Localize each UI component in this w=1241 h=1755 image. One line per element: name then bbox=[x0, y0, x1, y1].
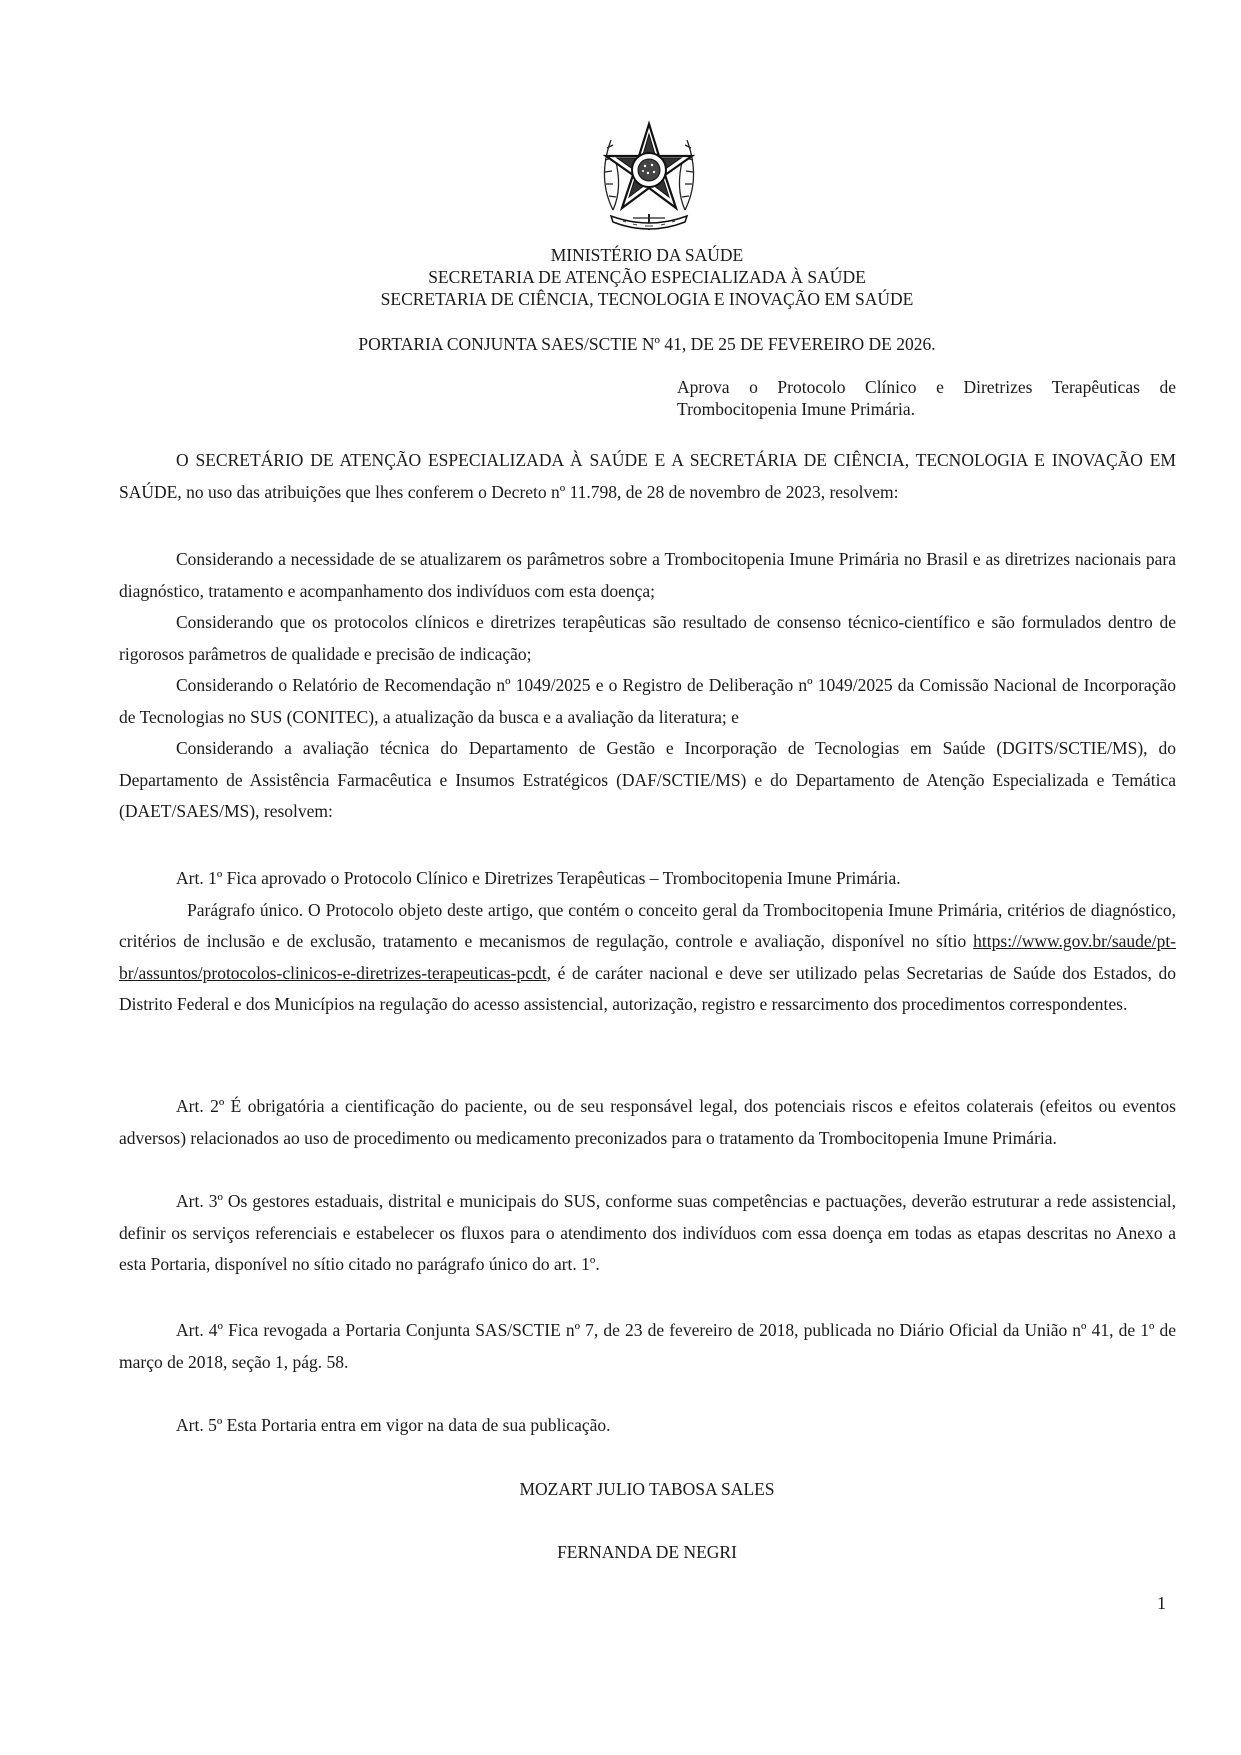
article-1 bbox=[119, 863, 1176, 1021]
signature-secretary-saes: MOZART JULIO TABOSA SALES bbox=[519, 1479, 775, 1499]
considerandos bbox=[119, 544, 1176, 828]
article-1-paragrafo-unico bbox=[119, 895, 1176, 1021]
header bbox=[0, 244, 1241, 310]
article-1-text: Art. 1º Fica aprovado o Protocolo Clínico e Diretrizes Terapêuticas – Trombocitopenia Imune Primária. bbox=[176, 868, 901, 888]
considerando-3: Considerando o Relatório de Recomendação nº 1049/2025 e o Registro de Deliberação nº 1049/2025 da Comissão Nacional de Incorporação de Tecnologias no SUS (CONITEC), a atualização da busca e a avaliação da literatura; e bbox=[119, 675, 1176, 727]
signature-secretary-sctie: FERNANDA DE NEGRI bbox=[557, 1542, 737, 1562]
preamble-text: O SECRETÁRIO DE ATENÇÃO ESPECIALIZADA À SAÚDE E A SECRETÁRIA DE CIÊNCIA, TECNOLOGIA E INOVAÇÃO EM SAÚDE, no uso das atribuições que lhes conferem o Decreto nº 11.798, de 28 de novembro de 2023, resolvem: bbox=[119, 450, 1176, 502]
portaria-title: PORTARIA CONJUNTA SAES/SCTIE Nº 41, DE 25 DE FEVEREIRO DE 2026. bbox=[358, 334, 936, 354]
article-2 bbox=[119, 1091, 1176, 1154]
secretariat-saes-line: SECRETARIA DE ATENÇÃO ESPECIALIZADA À SAÚDE bbox=[428, 267, 866, 287]
preamble bbox=[119, 445, 1176, 508]
article-5-text: Art. 5º Esta Portaria entra em vigor na data de sua publicação. bbox=[176, 1415, 611, 1435]
considerando-1: Considerando a necessidade de se atualizarem os parâmetros sobre a Trombocitopenia Imune Primária no Brasil e as diretrizes nacionais para diagnóstico, tratamento e acompanhamento dos indivíduos com esta doença; bbox=[119, 549, 1176, 601]
considerando-2: Considerando que os protocolos clínicos e diretrizes terapêuticas são resultado de consenso técnico-científico e são formulados dentro de rigorosos parâmetros de qualidade e precisão de indicação; bbox=[119, 612, 1176, 664]
brazil-coat-of-arms-icon bbox=[593, 118, 705, 234]
article-3-text: Art. 3º Os gestores estaduais, distrital e municipais do SUS, conforme suas competências e pactuações, deverão estruturar a rede assistencial, definir os serviços referenciais e estabelecer os fluxos para o atendimento dos indivíduos com essa doença em todas as etapas descritas no Anexo a esta Portaria, disponível no sítio citado no parágrafo único do art. 1º. bbox=[119, 1191, 1176, 1274]
paragrafo-text-after: , é de caráter nacional e deve ser utilizado pelas Secretarias de Saúde dos Estados, do Distrito Federal e dos Municípios na regulação do acesso assistencial, autorização, registro e ressarcimento dos procedimentos correspondentes. bbox=[119, 962, 1176, 1014]
paragrafo-text-before: Parágrafo único. O Protocolo objeto deste artigo, que contém o conceito geral da Trombocitopenia Imune Primária, critérios de diagnóstico, critérios de inclusão e de exclusão, tratamento e mecanismos de regulação, controle e avaliação, disponível no sítio bbox=[119, 899, 1176, 951]
secretariat-sctie-line: SECRETARIA DE CIÊNCIA, TECNOLOGIA E INOVAÇÃO EM SAÚDE bbox=[380, 289, 914, 309]
article-2-text: Art. 2º É obrigatória a cientificação do paciente, ou de seu responsável legal, dos potenciais riscos e efeitos colaterais (efeitos ou eventos adversos) relacionados ao uso de procedimento ou medicamento preconizados para o tratamento da Trombocitopenia Imune Primária. bbox=[119, 1096, 1176, 1148]
article-5 bbox=[119, 1410, 1176, 1442]
page-number: 1 bbox=[1157, 1593, 1166, 1613]
ementa: Aprova o Protocolo Clínico e Diretrizes Terapêuticas de Trombocitopenia Imune Primária. bbox=[677, 377, 1176, 419]
considerando-4: Considerando a avaliação técnica do Departamento de Gestão e Incorporação de Tecnologias em Saúde (DGITS/SCTIE/MS), do Departamento de Assistência Farmacêutica e Insumos Estratégicos (DAF/SCTIE/MS) e do Departamento de Atenção Especializada e Temática (DAET/SAES/MS), resolvem: bbox=[119, 738, 1176, 821]
article-4 bbox=[119, 1315, 1176, 1378]
article-4-text: Art. 4º Fica revogada a Portaria Conjunta SAS/SCTIE nº 7, de 23 de fevereiro de 2018, publicada no Diário Oficial da União nº 41, de 1º de março de 2018, seção 1, pág. 58. bbox=[119, 1320, 1176, 1372]
pcdt-link[interactable]: https://www.gov.br/saude/pt-br/assuntos/protocolos-clinicos-e-diretrizes-terapeuticas-pcdt bbox=[119, 931, 1177, 983]
article-3 bbox=[119, 1186, 1176, 1281]
ministry-line: MINISTÉRIO DA SAÚDE bbox=[550, 245, 744, 265]
